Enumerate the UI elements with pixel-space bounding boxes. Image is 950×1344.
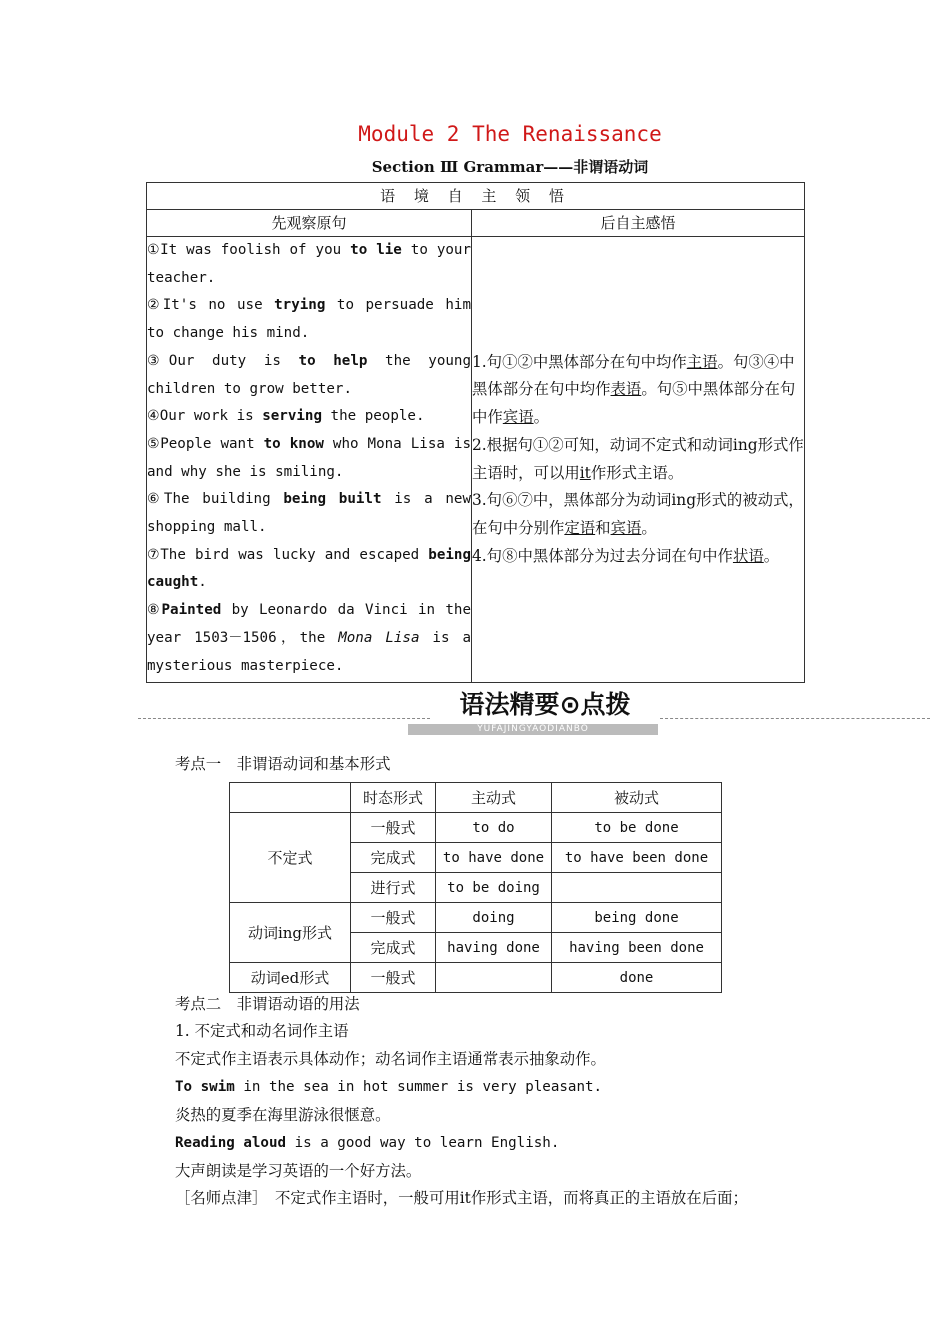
col-active: 主动式 <box>436 783 552 813</box>
example-5: ⑤People want to know who Mona Lisa is and why she is smiling. <box>147 435 471 480</box>
cell-inf-progressive-active: to be doing <box>436 873 552 903</box>
tense-perfect: 完成式 <box>351 933 436 963</box>
cell-inf-general-active: to do <box>436 813 552 843</box>
cell-inf-progressive-passive <box>552 873 722 903</box>
example-4: ④Our work is serving the people. <box>147 408 425 425</box>
point1-heading: 考点一 非谓语动词和基本形式 <box>175 755 391 773</box>
cell-ing-general-active: doing <box>436 903 552 933</box>
context-table <box>146 182 805 683</box>
example-translation-2: 大声朗读是学习英语的一个好方法。 <box>175 1162 422 1180</box>
example-sentences <box>147 237 472 683</box>
cell-ing-perfect-passive: having been done <box>552 933 722 963</box>
note-4: 4.句⑧中黑体部分为过去分词在句中作状语。 <box>472 546 780 565</box>
cell-inf-perfect-passive: to have been done <box>552 843 722 873</box>
cell-ed-general-passive: done <box>552 963 722 993</box>
example-sentence-1: To swim in the sea in hot summer is very pleasant. <box>175 1079 603 1095</box>
banner-divider-right <box>660 718 930 719</box>
example-translation-1: 炎热的夏季在海里游泳很惬意。 <box>175 1106 391 1124</box>
row-ed-form: 动词ed形式 <box>230 963 351 993</box>
example-7: ⑦The bird was lucky and escaped being caught. <box>147 546 471 591</box>
note-2: 2.根据句①②可知，动词不定式和动词ing形式作主语时，可以用it作形式主语。 <box>472 435 804 482</box>
section-banner <box>0 690 950 738</box>
col-tense: 时态形式 <box>351 783 436 813</box>
cell-inf-perfect-active: to have done <box>436 843 552 873</box>
cell-inf-general-passive: to be done <box>552 813 722 843</box>
example-6: ⑥The building being built is a new shopping mall. <box>147 491 471 536</box>
point2-heading: 考点二 非谓语动语的用法 <box>175 995 360 1013</box>
example-3: ③Our duty is to help the young children to grow better. <box>147 352 471 397</box>
forms-table <box>229 782 722 993</box>
note-3: 3.句⑥⑦中，黑体部分为动词ing形式的被动式，在句中分别作定语和宾语。 <box>472 491 804 537</box>
cell-ed-general-active <box>436 963 552 993</box>
note-1: 1.句①②中黑体部分在句中均作主语。句③④中黑体部分在句中均作表语。句⑤中黑体部分在句中作宾语。 <box>472 352 796 427</box>
example-8: ⑧Painted by Leonardo da Vinci in the year 1503－1506，the Mona Lisa is a mysterious masterpiece. <box>147 602 471 674</box>
section-subtitle: Section Ⅲ Grammar——非谓语动词 <box>371 158 649 176</box>
banner-subtitle: YUFAJINGYAODIANBO <box>408 724 658 735</box>
point2-subheading: 1. 不定式和动名词作主语 <box>175 1022 349 1040</box>
banner-divider-left <box>138 718 430 719</box>
page-title: Module 2 The Renaissance <box>358 122 662 146</box>
example-sentence-2: Reading aloud is a good way to learn English. <box>175 1135 560 1151</box>
cell-ing-perfect-active: having done <box>436 933 552 963</box>
context-table-caption: 语 境 自 主 领 悟 <box>147 183 805 210</box>
row-ing-form: 动词ing形式 <box>230 903 351 963</box>
grammar-notes <box>472 237 805 683</box>
tense-progressive: 进行式 <box>351 873 436 903</box>
tense-perfect: 完成式 <box>351 843 436 873</box>
teacher-tip: ［名师点津］ 不定式作主语时，一般可用it作形式主语，而将真正的主语放在后面； <box>175 1189 748 1207</box>
banner-title: 语法精要⊙点拨 <box>430 690 660 720</box>
cell-ing-general-passive: being done <box>552 903 722 933</box>
column-header-right: 后自主感悟 <box>472 210 805 237</box>
example-2: ②It's no use trying to persuade him to change his mind. <box>147 297 471 342</box>
column-header-left: 先观察原句 <box>147 210 472 237</box>
forms-table-corner <box>230 783 351 813</box>
point2-description: 不定式作主语表示具体动作；动名词作主语通常表示抽象动作。 <box>175 1050 606 1068</box>
tense-general: 一般式 <box>351 813 436 843</box>
row-infinitive: 不定式 <box>230 813 351 903</box>
tense-general: 一般式 <box>351 903 436 933</box>
example-1: ①It was foolish of you to lie to your teacher. <box>147 242 471 286</box>
tense-general: 一般式 <box>351 963 436 993</box>
col-passive: 被动式 <box>552 783 722 813</box>
